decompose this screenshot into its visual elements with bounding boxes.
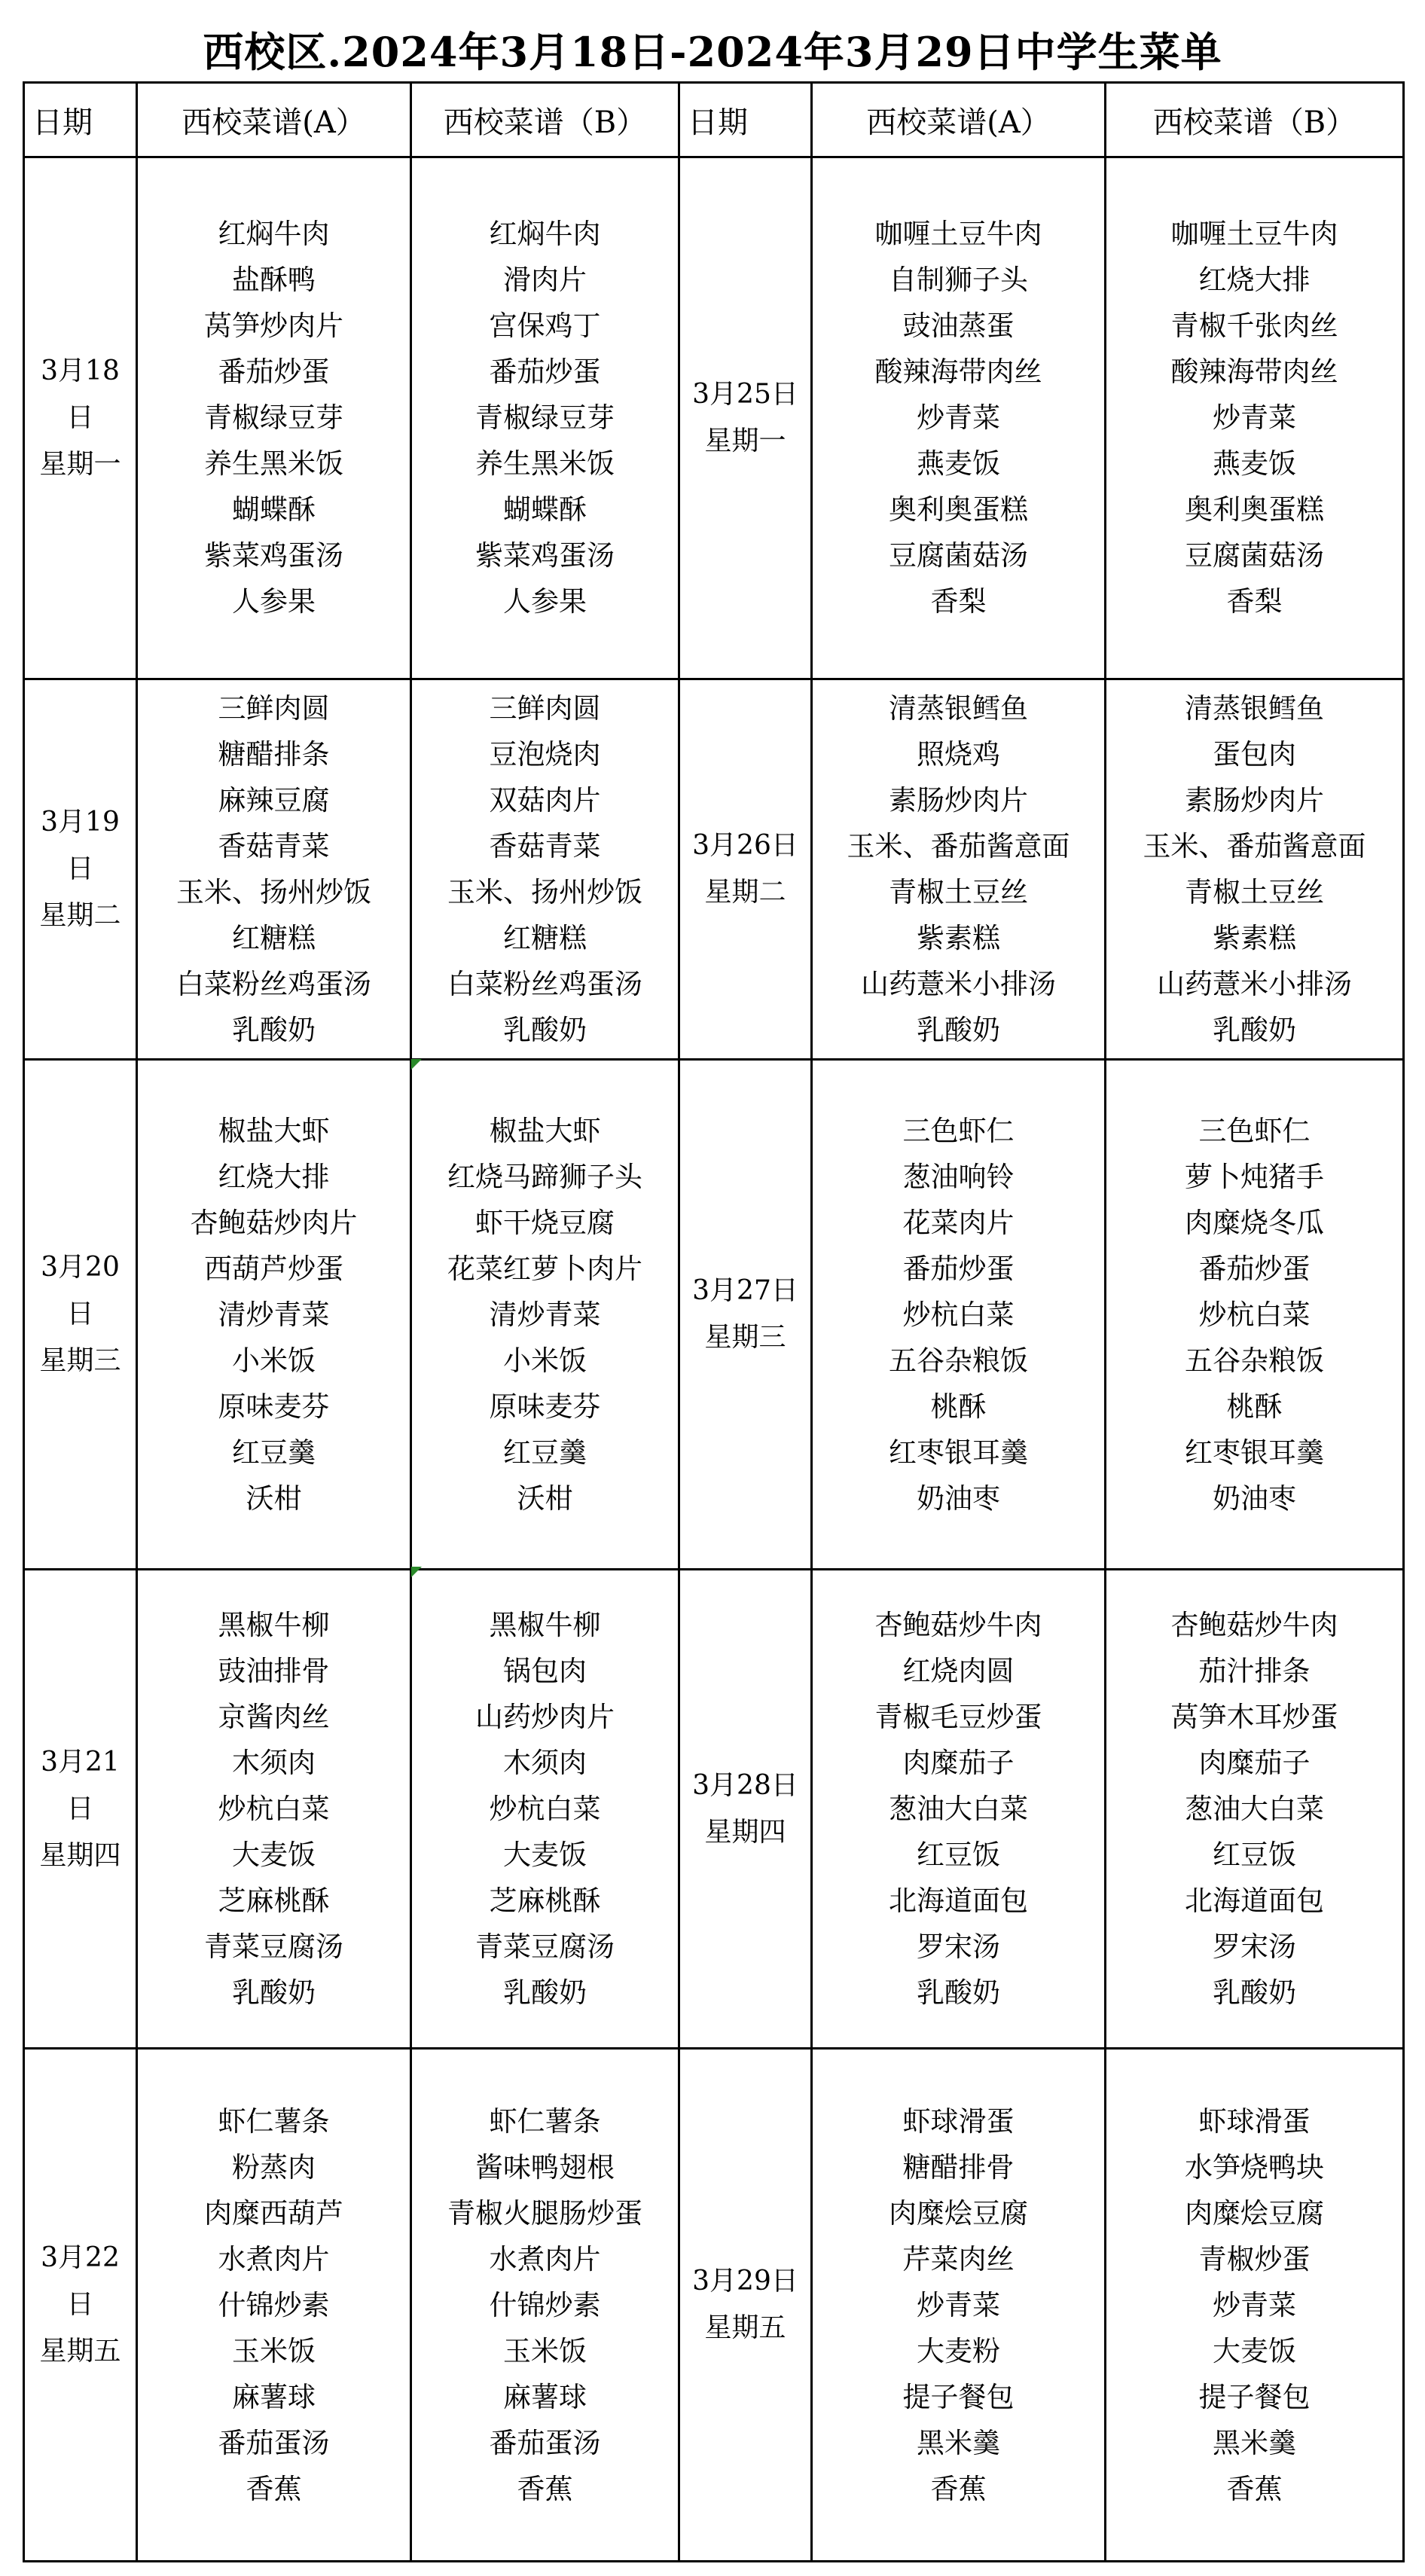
date-line: 星期二 (704, 877, 786, 908)
dish-item: 滑肉片 (503, 264, 587, 297)
menu-b-cell (411, 157, 679, 679)
dish-item: 红烧大排 (218, 1160, 330, 1193)
dish-item: 紫素糕 (917, 922, 1000, 954)
dish-item: 椒盐大虾 (489, 1114, 601, 1147)
date-cell (24, 1060, 137, 1570)
menu-b-cell (411, 2049, 679, 2562)
dish-item: 自制狮子头 (889, 264, 1028, 297)
dish-item: 红焖牛肉 (218, 218, 330, 251)
dish-item: 香蕉 (1226, 2472, 1283, 2505)
dish-item: 黑米羹 (1213, 2426, 1296, 2459)
dish-item: 什锦炒素 (218, 2288, 330, 2321)
dish-item: 玉米饭 (503, 2334, 587, 2367)
dish-item: 香菇青菜 (218, 830, 330, 862)
dish-item: 三鲜肉圆 (218, 692, 330, 725)
dish-item: 小米饭 (232, 1344, 316, 1377)
dish-item: 芹菜肉丝 (902, 2242, 1015, 2275)
dish-item: 北海道面包 (1185, 1885, 1324, 1918)
date-line: 3月27日 (692, 1275, 798, 1307)
dish-item: 沃柑 (517, 1482, 573, 1515)
dish-item: 山药薏米小排汤 (1157, 968, 1352, 1000)
menu-b-cell (411, 1569, 679, 2048)
dish-item: 白菜粉丝鸡蛋汤 (176, 968, 371, 1000)
dish-item: 京酱肉丝 (218, 1701, 330, 1734)
date-line: 日 (66, 853, 94, 884)
dish-item: 青椒千张肉丝 (1170, 310, 1338, 343)
dish-item: 番茄蛋汤 (218, 2426, 330, 2459)
date-cell (679, 1060, 812, 1570)
dish-item: 西葫芦炒蛋 (204, 1252, 343, 1285)
dish-item: 青菜豆腐汤 (475, 1930, 615, 1964)
dish-item: 椒盐大虾 (218, 1114, 330, 1147)
dish-item: 豉油蒸蛋 (902, 310, 1015, 343)
dish-item: 青椒土豆丝 (1185, 876, 1324, 908)
date-line: 星期三 (704, 1322, 786, 1354)
date-line: 3月29日 (692, 2266, 798, 2297)
date-line: 3月19 (41, 807, 120, 838)
dish-item: 肉糜烩豆腐 (889, 2196, 1028, 2230)
menu-body (24, 157, 1404, 2562)
menu-a-cell (137, 1569, 411, 2048)
dish-item: 番茄炒蛋 (218, 356, 330, 389)
dish-item: 咖喱土豆牛肉 (1170, 218, 1338, 251)
dish-item: 紫菜鸡蛋汤 (475, 539, 615, 572)
dish-item: 五谷杂粮饭 (889, 1344, 1028, 1377)
header-menu-b: 西校菜谱（B） (411, 83, 679, 157)
date-line: 日 (66, 401, 94, 433)
dish-item: 番茄炒蛋 (1198, 1252, 1311, 1285)
dish-item: 水笋烧鸭块 (1185, 2150, 1324, 2184)
cell-marker (411, 1567, 422, 1577)
header-menu-a: 西校菜谱(A） (137, 83, 411, 157)
dish-item: 炒杭白菜 (489, 1793, 601, 1826)
menu-b-cell (1106, 1569, 1404, 2048)
dish-item: 虾仁薯条 (218, 2104, 330, 2138)
dish-item: 清炒青菜 (489, 1298, 601, 1331)
dish-item: 蛋包肉 (1213, 738, 1296, 771)
dish-item: 燕麦饭 (1213, 447, 1296, 481)
menu-table (23, 81, 1405, 2562)
dish-item: 炒青菜 (1213, 2288, 1296, 2321)
dish-item: 盐酥鸭 (232, 264, 316, 297)
dish-item: 玉米、番茄酱意面 (847, 830, 1070, 862)
dish-item: 花菜肉片 (902, 1206, 1015, 1239)
menu-a-cell (812, 679, 1106, 1059)
date-line: 3月20 (41, 1252, 120, 1283)
dish-item: 水煮肉片 (489, 2242, 601, 2275)
dish-item: 大麦饭 (1213, 2334, 1296, 2367)
menu-a-cell (812, 157, 1106, 679)
dish-item: 麻薯球 (503, 2380, 587, 2413)
dish-item: 炒青菜 (917, 2288, 1000, 2321)
dish-item: 红烧大排 (1198, 264, 1311, 297)
dish-item: 红豆羹 (503, 1436, 587, 1469)
dish-item: 香菇青菜 (489, 830, 601, 862)
date-line: 星期二 (39, 900, 121, 931)
dish-item: 乳酸奶 (917, 1014, 1000, 1046)
dish-item: 酱味鸭翅根 (475, 2150, 615, 2184)
date-line: 星期三 (39, 1345, 121, 1377)
dish-item: 肉糜烧冬瓜 (1185, 1206, 1324, 1239)
dish-item: 大麦粉 (917, 2334, 1000, 2367)
dish-item: 红糖糕 (503, 922, 587, 954)
dish-item: 大麦饭 (503, 1839, 587, 1872)
header-date: 日期 (679, 83, 812, 157)
dish-item: 豆腐菌菇汤 (1185, 539, 1324, 572)
dish-item: 奶油枣 (917, 1482, 1000, 1515)
dish-item: 红豆羹 (232, 1436, 316, 1469)
menu-b-cell (1106, 2049, 1404, 2562)
dish-item: 炒杭白菜 (902, 1298, 1015, 1331)
dish-item: 宫保鸡丁 (489, 310, 601, 343)
dish-item: 青椒绿豆芽 (204, 401, 343, 435)
dish-item: 茄汁排条 (1198, 1655, 1311, 1688)
dish-item: 蝴蝶酥 (503, 493, 587, 526)
dish-item: 罗宋汤 (1213, 1930, 1296, 1964)
menu-a-cell (812, 1569, 1106, 2048)
dish-item: 杏鲍菇炒肉片 (190, 1206, 358, 1239)
menu-a-cell (812, 1060, 1106, 1570)
date-line: 3月28日 (692, 1769, 798, 1801)
date-cell (24, 2049, 137, 2562)
dish-item: 青椒土豆丝 (889, 876, 1028, 908)
header-row (24, 83, 1404, 157)
dish-item: 杏鲍菇炒牛肉 (1170, 1609, 1338, 1642)
dish-item: 沃柑 (246, 1482, 302, 1515)
dish-item: 玉米饭 (232, 2334, 316, 2367)
date-line: 3月26日 (692, 830, 798, 861)
dish-item: 乳酸奶 (232, 1976, 316, 2010)
dish-item: 红豆饭 (917, 1839, 1000, 1872)
date-cell (679, 2049, 812, 2562)
menu-a-cell (137, 1060, 411, 1570)
dish-item: 紫菜鸡蛋汤 (204, 539, 343, 572)
dish-item: 木须肉 (503, 1747, 587, 1780)
date-cell (24, 1569, 137, 2048)
date-line: 日 (66, 2289, 94, 2321)
dish-item: 红焖牛肉 (489, 218, 601, 251)
dish-item: 炒杭白菜 (1198, 1298, 1311, 1331)
dish-item: 青椒炒蛋 (1198, 2242, 1311, 2275)
dish-item: 香蕉 (517, 2472, 573, 2505)
dish-item: 青椒火腿肠炒蛋 (447, 2196, 642, 2230)
dish-item: 三色虾仁 (902, 1114, 1015, 1147)
menu-b-cell (1106, 157, 1404, 679)
menu-row (24, 1569, 1404, 2048)
date-cell (24, 157, 137, 679)
menu-row (24, 2049, 1404, 2562)
dish-item: 莴笋炒肉片 (204, 310, 343, 343)
dish-item: 虾球滑蛋 (1198, 2104, 1311, 2138)
dish-item: 青椒毛豆炒蛋 (874, 1701, 1042, 1734)
date-line: 星期四 (39, 1839, 121, 1871)
header-menu-b: 西校菜谱（B） (1106, 83, 1404, 157)
dish-item: 葱油大白菜 (889, 1793, 1028, 1826)
dish-item: 清蒸银鳕鱼 (889, 692, 1028, 725)
dish-item: 什锦炒素 (489, 2288, 601, 2321)
dish-item: 水煮肉片 (218, 2242, 330, 2275)
dish-item: 山药薏米小排汤 (861, 968, 1056, 1000)
date-line: 星期一 (39, 448, 121, 480)
dish-item: 照烧鸡 (917, 738, 1000, 771)
date-cell (679, 1569, 812, 2048)
dish-item: 清炒青菜 (218, 1298, 330, 1331)
menu-a-cell (137, 679, 411, 1059)
dish-item: 原味麦芬 (489, 1390, 601, 1423)
dish-item: 双菇肉片 (489, 784, 601, 816)
dish-item: 炒青菜 (1213, 401, 1296, 435)
dish-item: 虾仁薯条 (489, 2104, 601, 2138)
dish-item: 北海道面包 (889, 1885, 1028, 1918)
dish-item: 香蕉 (930, 2472, 987, 2505)
menu-a-cell (137, 157, 411, 679)
header-menu-a: 西校菜谱(A） (812, 83, 1106, 157)
dish-item: 花菜红萝卜肉片 (447, 1252, 642, 1285)
dish-item: 小米饭 (503, 1344, 587, 1377)
dish-item: 乳酸奶 (917, 1976, 1000, 2010)
date-line: 3月22 (41, 2242, 120, 2274)
dish-item: 乳酸奶 (503, 1014, 587, 1046)
dish-item: 人参果 (232, 585, 316, 618)
date-line: 日 (66, 1299, 94, 1330)
dish-item: 提子餐包 (1198, 2380, 1311, 2413)
dish-item: 芝麻桃酥 (489, 1885, 601, 1918)
cell-marker (411, 1059, 422, 1070)
dish-item: 杏鲍菇炒牛肉 (874, 1609, 1042, 1642)
dish-item: 虾球滑蛋 (902, 2104, 1015, 2138)
dish-item: 肉糜茄子 (1198, 1747, 1311, 1780)
date-line: 星期四 (704, 1816, 786, 1848)
date-cell (679, 679, 812, 1059)
dish-item: 豉油排骨 (218, 1655, 330, 1688)
dish-item: 番茄炒蛋 (489, 356, 601, 389)
dish-item: 炒青菜 (917, 401, 1000, 435)
dish-item: 大麦饭 (232, 1839, 316, 1872)
dish-item: 虾干烧豆腐 (475, 1206, 615, 1239)
menu-a-cell (812, 2049, 1106, 2562)
dish-item: 粉蒸肉 (232, 2150, 316, 2184)
dish-item: 番茄炒蛋 (902, 1252, 1015, 1285)
dish-item: 葱油响铃 (902, 1160, 1015, 1193)
dish-item: 番茄蛋汤 (489, 2426, 601, 2459)
date-line: 3月18 (41, 355, 120, 386)
dish-item: 乳酸奶 (1213, 1014, 1296, 1046)
dish-item: 桃酥 (1226, 1390, 1283, 1423)
dish-item: 素肠炒肉片 (889, 784, 1028, 816)
dish-item: 黑椒牛柳 (218, 1609, 330, 1642)
dish-item: 紫素糕 (1213, 922, 1296, 954)
dish-item: 木须肉 (232, 1747, 316, 1780)
dish-item: 蝴蝶酥 (232, 493, 316, 526)
menu-row (24, 1060, 1404, 1570)
dish-item: 麻辣豆腐 (218, 784, 330, 816)
dish-item: 红糖糕 (232, 922, 316, 954)
menu-b-cell (1106, 1060, 1404, 1570)
dish-item: 咖喱土豆牛肉 (874, 218, 1042, 251)
dish-item: 酸辣海带肉丝 (1170, 356, 1338, 389)
date-line: 3月21 (41, 1746, 120, 1778)
page-title: 西校区.2024年3月18日-2024年3月29日中学生菜单 (203, 28, 1222, 76)
dish-item: 三色虾仁 (1198, 1114, 1311, 1147)
dish-item: 葱油大白菜 (1185, 1793, 1324, 1826)
dish-item: 奥利奥蛋糕 (889, 493, 1028, 526)
menu-b-cell (411, 1060, 679, 1570)
date-line: 星期五 (39, 2336, 121, 2367)
menu-b-cell (411, 679, 679, 1059)
dish-item: 奥利奥蛋糕 (1185, 493, 1324, 526)
dish-item: 肉糜茄子 (902, 1747, 1015, 1780)
dish-item: 豆泡烧肉 (489, 738, 601, 771)
dish-item: 红烧马蹄狮子头 (447, 1160, 642, 1193)
dish-item: 乳酸奶 (503, 1976, 587, 2010)
dish-item: 养生黑米饭 (204, 447, 343, 481)
menu-row (24, 157, 1404, 679)
dish-item: 清蒸银鳕鱼 (1185, 692, 1324, 725)
dish-item: 山药炒肉片 (475, 1701, 615, 1734)
dish-item: 五谷杂粮饭 (1185, 1344, 1324, 1377)
dish-item: 罗宋汤 (917, 1930, 1000, 1964)
dish-item: 香梨 (930, 585, 987, 618)
date-line: 星期五 (704, 2312, 786, 2344)
dish-item: 提子餐包 (902, 2380, 1015, 2413)
dish-item: 桃酥 (930, 1390, 987, 1423)
dish-item: 黑米羹 (917, 2426, 1000, 2459)
dish-item: 玉米、扬州炒饭 (447, 876, 642, 908)
dish-item: 芝麻桃酥 (218, 1885, 330, 1918)
dish-item: 香蕉 (246, 2472, 302, 2505)
dish-item: 玉米、扬州炒饭 (176, 876, 371, 908)
dish-item: 养生黑米饭 (475, 447, 615, 481)
dish-item: 红豆饭 (1213, 1839, 1296, 1872)
dish-item: 乳酸奶 (1213, 1976, 1296, 2010)
dish-item: 糖醋排条 (218, 738, 330, 771)
dish-item: 红枣银耳羹 (1185, 1436, 1324, 1469)
dish-item: 原味麦芬 (218, 1390, 330, 1423)
header-date: 日期 (24, 83, 137, 157)
dish-item: 炒杭白菜 (218, 1793, 330, 1826)
dish-item: 肉糜烩豆腐 (1185, 2196, 1324, 2230)
dish-item: 人参果 (503, 585, 587, 618)
date-line: 3月25日 (692, 378, 798, 410)
date-cell (24, 679, 137, 1059)
dish-item: 三鲜肉圆 (489, 692, 601, 725)
dish-item: 香梨 (1226, 585, 1283, 618)
dish-item: 锅包肉 (503, 1655, 587, 1688)
dish-item: 肉糜西葫芦 (204, 2196, 343, 2230)
dish-item: 莴笋木耳炒蛋 (1170, 1701, 1338, 1734)
dish-item: 燕麦饭 (917, 447, 1000, 481)
dish-item: 玉米、番茄酱意面 (1143, 830, 1366, 862)
dish-item: 豆腐菌菇汤 (889, 539, 1028, 572)
dish-item: 麻薯球 (232, 2380, 316, 2413)
dish-item: 青椒绿豆芽 (475, 401, 615, 435)
dish-item: 酸辣海带肉丝 (874, 356, 1042, 389)
menu-row (24, 679, 1404, 1059)
dish-item: 糖醋排骨 (902, 2150, 1015, 2184)
menu-b-cell (1106, 679, 1404, 1059)
dish-item: 萝卜炖猪手 (1185, 1160, 1324, 1193)
dish-item: 乳酸奶 (232, 1014, 316, 1046)
menu-a-cell (137, 2049, 411, 2562)
dish-item: 红枣银耳羹 (889, 1436, 1028, 1469)
date-line: 日 (66, 1793, 94, 1824)
date-line: 星期一 (704, 425, 786, 456)
dish-item: 白菜粉丝鸡蛋汤 (447, 968, 642, 1000)
date-cell (679, 157, 812, 679)
dish-item: 素肠炒肉片 (1185, 784, 1324, 816)
dish-item: 红烧肉圆 (902, 1655, 1015, 1688)
dish-item: 黑椒牛柳 (489, 1609, 601, 1642)
dish-item: 青菜豆腐汤 (204, 1930, 343, 1964)
dish-item: 奶油枣 (1213, 1482, 1296, 1515)
